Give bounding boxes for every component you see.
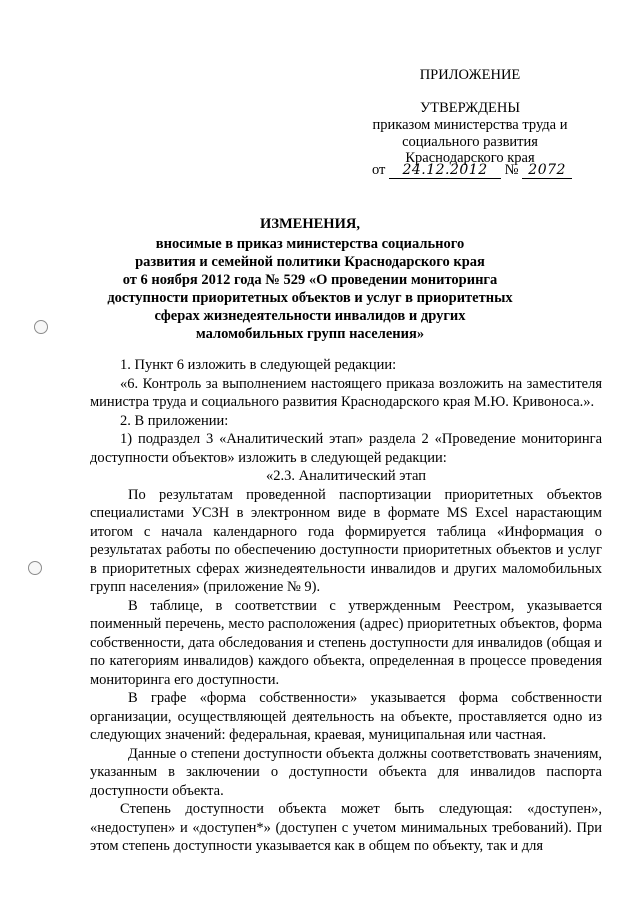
paragraph-2: «6. Контроль за выполнением настоящего приказа возложить на заместителя министра труда и социального развития Краснодарского края М.Ю. Кривоноса.». bbox=[90, 375, 602, 410]
order-date-number bbox=[372, 162, 572, 179]
paragraph-9: Данные о степени доступности объекта должны соответствовать значениям, указанным в заключении о доступности объекта для инвалидов паспорта доступности объекта. bbox=[90, 745, 602, 799]
annex-label: ПРИЛОЖЕНИЕ bbox=[419, 67, 521, 83]
title-line-2: развития и семейной политики Краснодарского края bbox=[135, 254, 485, 270]
document-title bbox=[100, 215, 520, 343]
title-line-5: сферах жизнедеятельности инвалидов и других bbox=[154, 308, 466, 324]
punch-hole-top bbox=[34, 320, 48, 334]
title-heading: ИЗМЕНЕНИЯ, bbox=[260, 216, 360, 232]
title-line-1: вносимые в приказ министерства социального bbox=[155, 236, 465, 252]
approved-by-line-1: приказом министерства труда и bbox=[372, 117, 568, 133]
title-line-4: доступности приоритетных объектов и услуг в приоритетных bbox=[107, 290, 513, 306]
approved-by-line-2: социального развития bbox=[402, 134, 538, 150]
paragraph-8: В графе «форма собственности» указывается форма собственности организации, осуществляющей деятельность на объекте, проставляется одно из следующих значений: федеральная, краевая, муниципальная или частная. bbox=[90, 690, 602, 743]
order-number: 2072 bbox=[522, 162, 572, 179]
title-line-6: маломобильных групп населения» bbox=[195, 326, 425, 342]
number-prefix: № bbox=[504, 162, 519, 178]
approved-by-line-3: Краснодарского края bbox=[405, 150, 535, 166]
paragraph-4: 1) подраздел 3 «Аналитический этап» раздела 2 «Проведение мониторинга доступности объектов» изложить в следующей редакции: bbox=[90, 431, 602, 466]
paragraph-7: В таблице, в соответствии с утвержденным Реестром, указывается поименный перечень, место расположения (адрес) приоритетных объектов, форма собственности, дата обследования и степень доступности для инвалидов (общая и по категориям инвалидов) каждого объекта, определенная в процессе проведения мониторинга его доступности. bbox=[90, 597, 602, 688]
punch-hole-bottom bbox=[28, 561, 42, 575]
document-body bbox=[90, 356, 602, 856]
approved-label: УТВЕРЖДЕНЫ bbox=[419, 100, 521, 116]
date-prefix: от bbox=[372, 162, 386, 178]
paragraph-10: Степень доступности объекта может быть следующая: «доступен», «недоступен» и «доступен*» (доступен с учетом минимальных требований). При этом степень доступности указывается как в общем по объекту, так и для bbox=[90, 801, 602, 854]
paragraph-5: «2.3. Аналитический этап bbox=[266, 468, 426, 484]
paragraph-1: 1. Пункт 6 изложить в следующей редакции: bbox=[120, 357, 397, 373]
title-line-3: от 6 ноября 2012 года № 529 «О проведении мониторинга bbox=[122, 272, 498, 288]
paragraph-6: По результатам проведенной паспортизации приоритетных объектов специалистами УСЗН в электронном виде в формате MS Excel нарастающим итогом с начала календарного года формируется таблица «Информация о результатах работы по обеспечению доступности приоритетных объектов и услуг в приоритетных сферах жизнедеятельности инвалидов и других маломобильных групп населения» (приложение № 9). bbox=[90, 486, 602, 595]
paragraph-3: 2. В приложении: bbox=[120, 412, 229, 429]
order-date: 24.12.2012 bbox=[389, 162, 501, 179]
